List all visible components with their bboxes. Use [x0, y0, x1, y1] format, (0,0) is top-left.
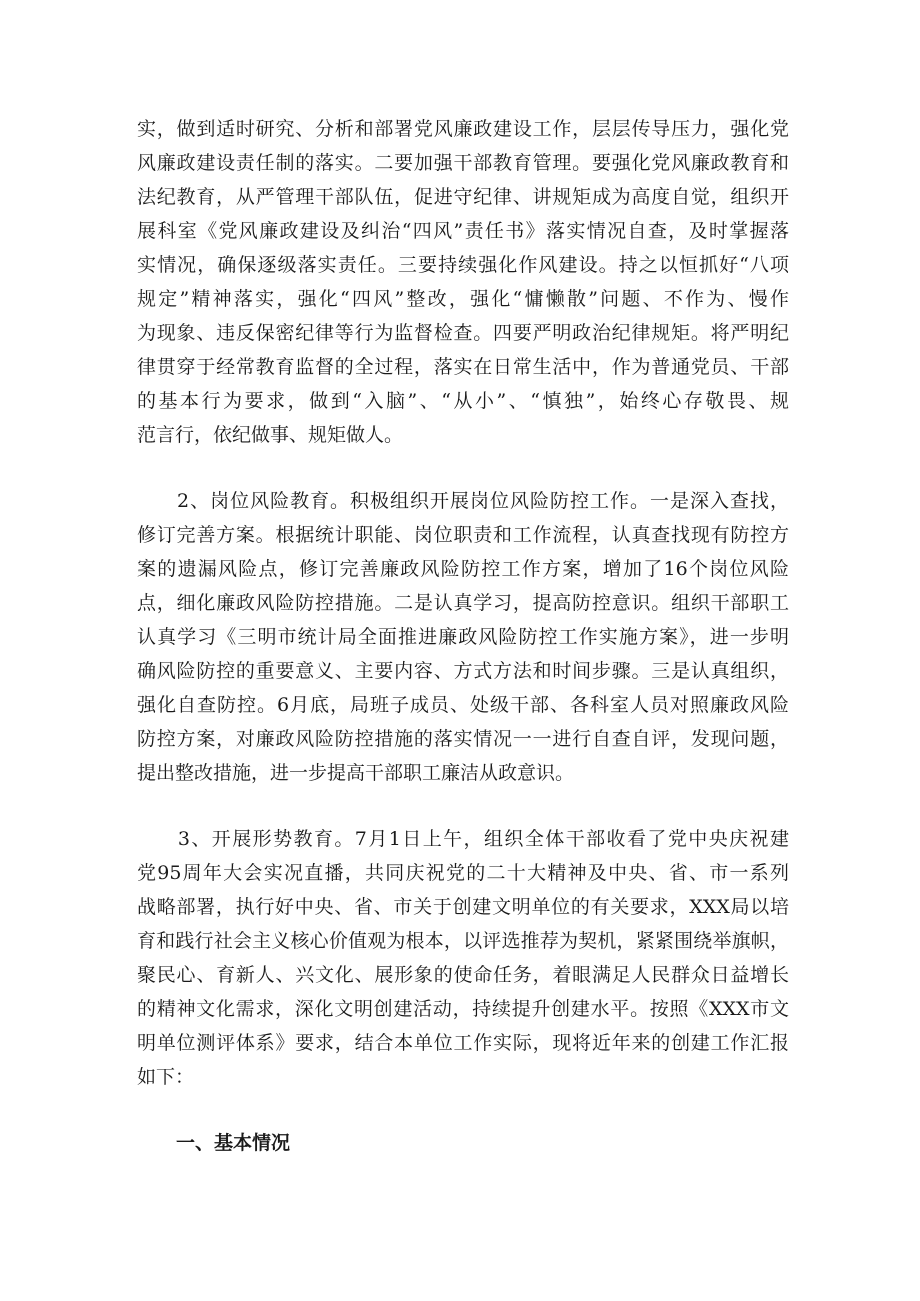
text-line: 范言行，依纪做事、规矩做人。 [137, 424, 404, 446]
text-line: 3、开展形势教育。7月1日上午，组织全体干部收看了党中央庆祝建 [137, 828, 789, 850]
text-line: 案的遗漏风险点，修订完善廉政风险防控工作方案，增加了16个岗位风险 [137, 558, 789, 580]
text-line: 的基本行为要求，做到“入脑”、“从小”、“慎独”，始终心存敬畏、规 [137, 390, 789, 412]
text-line: 认真学习《三明市统计局全面推进廉政风险防控工作实施方案》，进一步明 [137, 626, 789, 648]
paragraph-post-risk-education [137, 484, 789, 790]
text-line: 育和践行社会主义核心价值观为根本，以评选推荐为契机，紧紧围绕举旗帜， [137, 930, 789, 952]
paragraph-party-conduct [137, 112, 789, 452]
text-line: 规定”精神落实，强化“四风”整改，强化“慵懒散”问题、不作为、慢作 [137, 288, 789, 310]
text-line: 法纪教育，从严管理干部队伍，促进守纪律、讲规矩成为高度自觉，组织开 [137, 186, 789, 208]
text-line: 党95周年大会实况直播，共同庆祝党的二十大精神及中央、省、市一系列 [137, 862, 789, 884]
text-line: 展科室《党风廉政建设及纠治“四风”责任书》落实情况自查，及时掌握落 [137, 220, 789, 242]
text-line: 明单位测评体系》要求，结合本单位工作实际，现将近年来的创建工作汇报 [137, 1032, 789, 1054]
section-heading: 一、基本情况 [176, 1132, 291, 1154]
text-line: 如下： [137, 1066, 195, 1088]
text-line: 的精神文化需求，深化文明创建活动，持续提升创建水平。按照《XXX市文 [137, 998, 789, 1020]
text-line: 聚民心、育新人、兴文化、展形象的使命任务，着眼满足人民群众日益增长 [137, 964, 789, 986]
text-line: 点，细化廉政风险防控措施。二是认真学习，提高防控意识。组织干部职工 [137, 592, 789, 614]
text-line: 2、岗位风险教育。积极组织开展岗位风险防控工作。一是深入查找， [137, 490, 789, 512]
text-line: 为现象、违反保密纪律等行为监督检查。四要严明政治纪律规矩。将严明纪 [137, 322, 789, 344]
text-line: 风廉政建设责任制的落实。二要加强干部教育管理。要强化党风廉政教育和 [137, 152, 789, 174]
text-line: 确风险防控的重要意义、主要内容、方式方法和时间步骤。三是认真组织， [137, 660, 789, 682]
text-line: 实，做到适时研究、分析和部署党风廉政建设工作，层层传导压力，强化党 [137, 118, 789, 140]
text-line: 律贯穿于经常教育监督的全过程，落实在日常生活中，作为普通党员、干部 [137, 356, 789, 378]
text-line: 防控方案，对廉政风险防控措施的落实情况一一进行自查自评，发现问题， [137, 728, 789, 750]
text-line: 修订完善方案。根据统计职能、岗位职责和工作流程，认真查找现有防控方 [137, 524, 789, 546]
text-line: 实情况，确保逐级落实责任。三要持续强化作风建设。持之以恒抓好“八项 [137, 254, 789, 276]
text-line: 提出整改措施，进一步提高干部职工廉洁从政意识。 [137, 762, 575, 784]
paragraph-situation-education [137, 822, 789, 1094]
text-line: 战略部署，执行好中央、省、市关于创建文明单位的有关要求，XXX局以培 [137, 896, 789, 918]
text-line: 强化自查防控。6月底，局班子成员、处级干部、各科室人员对照廉政风险 [137, 694, 789, 716]
